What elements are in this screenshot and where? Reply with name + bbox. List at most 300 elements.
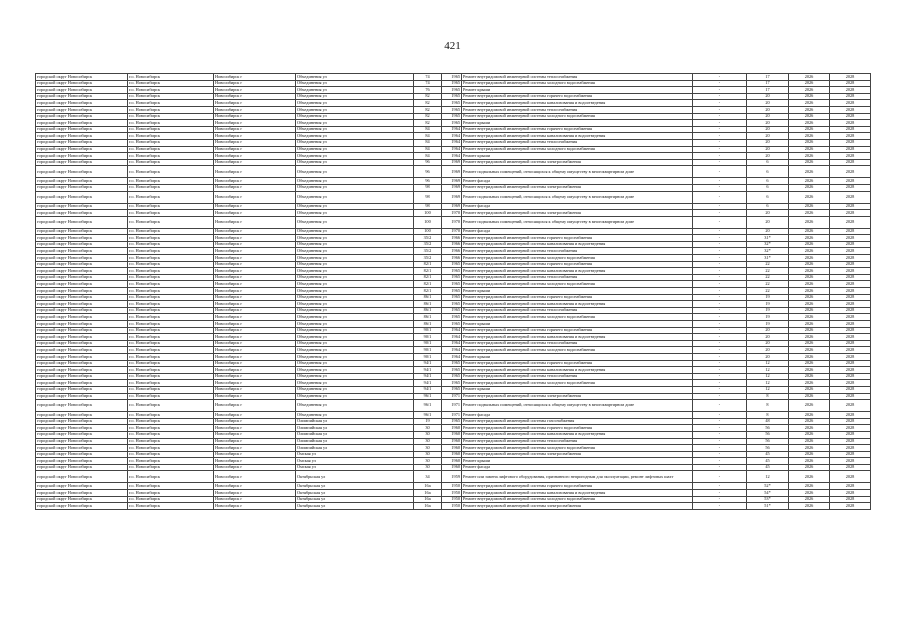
work-type-cell: Ремонт внутридомовой инженерной системы теплоснабжения (462, 307, 693, 314)
table-row (36, 87, 871, 94)
dash-cell: - (693, 496, 747, 503)
district-cell: городской округ Новосибирск (36, 100, 128, 107)
quantity-cell: 19 (747, 301, 789, 308)
work-type-cell: Ремонт внутридомовой инженерной системы холодного водоснабжения (462, 146, 693, 153)
year-end-cell: 2028 (830, 248, 871, 255)
city-cell: Новосибирск г (214, 327, 296, 334)
city-cell: Новосибирск г (214, 120, 296, 127)
quantity-cell: 20 (747, 126, 789, 133)
build-year-cell: 1964 (442, 334, 462, 341)
house-number-cell: 98 (414, 203, 442, 210)
work-type-cell: Ремонт внутридомовой инженерной системы канализования и водоотведения (462, 334, 693, 341)
year-start-cell: 2026 (789, 386, 830, 393)
build-year-cell: 1965 (442, 301, 462, 308)
year-end-cell: 2028 (830, 74, 871, 81)
dash-cell: - (693, 166, 747, 178)
dash-cell: - (693, 191, 747, 203)
year-start-cell: 2026 (789, 445, 830, 452)
table-row (36, 307, 871, 314)
street-cell: Объединения ул (296, 307, 414, 314)
street-cell: Объединения ул (296, 367, 414, 374)
district-cell: городской округ Новосибирск (36, 490, 128, 497)
street-cell: Объединения ул (296, 380, 414, 387)
municipality-cell: г.о. Новосибирск (128, 483, 214, 490)
year-end-cell: 2028 (830, 418, 871, 425)
municipality-cell: г.о. Новосибирск (128, 412, 214, 419)
street-cell: Объединения ул (296, 235, 414, 242)
district-cell: городской округ Новосибирск (36, 87, 128, 94)
year-end-cell: 2028 (830, 241, 871, 248)
year-start-cell: 2026 (789, 191, 830, 203)
house-number-cell: 82 (414, 113, 442, 120)
house-number-cell: 35/2 (414, 248, 442, 255)
quantity-cell: 17 (747, 87, 789, 94)
year-end-cell: 2028 (830, 321, 871, 328)
year-start-cell: 2026 (789, 431, 830, 438)
year-start-cell: 2026 (789, 327, 830, 334)
year-end-cell: 2028 (830, 503, 871, 510)
street-cell: Объединения ул (296, 228, 414, 235)
house-number-cell: 94/1 (414, 380, 442, 387)
year-end-cell: 2028 (830, 360, 871, 367)
build-year-cell: 1964 (442, 139, 462, 146)
build-year-cell: 1960 (442, 464, 462, 471)
build-year-cell: 1964 (442, 327, 462, 334)
work-type-cell: Ремонт крыши (462, 288, 693, 295)
street-cell: Объединения ул (296, 93, 414, 100)
build-year-cell: 1965 (442, 294, 462, 301)
municipality-cell: г.о. Новосибирск (128, 400, 214, 412)
dash-cell: - (693, 113, 747, 120)
city-cell: Новосибирск г (214, 412, 296, 419)
municipality-cell: г.о. Новосибирск (128, 367, 214, 374)
build-year-cell: 1966 (442, 241, 462, 248)
district-cell: городской округ Новосибирск (36, 334, 128, 341)
street-cell: Объединения ул (296, 113, 414, 120)
year-start-cell: 2026 (789, 451, 830, 458)
district-cell: городской округ Новосибирск (36, 464, 128, 471)
table-row (36, 294, 871, 301)
city-cell: Новосибирск г (214, 360, 296, 367)
house-number-cell: 94/1 (414, 386, 442, 393)
year-end-cell: 2028 (830, 464, 871, 471)
district-cell: городской округ Новосибирск (36, 301, 128, 308)
table-body (36, 74, 871, 510)
year-start-cell: 2026 (789, 490, 830, 497)
city-cell: Новосибирск г (214, 139, 296, 146)
city-cell: Новосибирск г (214, 425, 296, 432)
street-cell: Октябрьская ул (296, 503, 414, 510)
city-cell: Новосибирск г (214, 373, 296, 380)
build-year-cell: 1964 (442, 153, 462, 160)
table-row (36, 373, 871, 380)
street-cell: Октябрьская ул (296, 490, 414, 497)
work-type-cell: Ремонт внутридомовой инженерной системы теплоснабжения (462, 106, 693, 113)
street-cell: Объединения ул (296, 120, 414, 127)
district-cell: городской округ Новосибирск (36, 353, 128, 360)
district-cell: городской округ Новосибирск (36, 113, 128, 120)
street-cell: Объединения ул (296, 261, 414, 268)
work-type-cell: Ремонт внутридомовой инженерной системы электроснабжения (462, 503, 693, 510)
city-cell: Новосибирск г (214, 74, 296, 81)
year-end-cell: 2028 (830, 438, 871, 445)
house-number-cell: 82/1 (414, 288, 442, 295)
build-year-cell: 1960 (442, 438, 462, 445)
table-row (36, 281, 871, 288)
municipality-cell: г.о. Новосибирск (128, 159, 214, 166)
district-cell: городской округ Новосибирск (36, 159, 128, 166)
street-cell: Объединения ул (296, 146, 414, 153)
table-row (36, 321, 871, 328)
district-cell: городской округ Новосибирск (36, 307, 128, 314)
year-end-cell: 2028 (830, 393, 871, 400)
build-year-cell: 1965 (442, 307, 462, 314)
house-number-cell: 16а (414, 483, 442, 490)
municipality-cell: г.о. Новосибирск (128, 139, 214, 146)
municipality-cell: г.о. Новосибирск (128, 216, 214, 228)
work-type-cell: Ремонт внутридомовой инженерной системы холодного водоснабжения (462, 380, 693, 387)
build-year-cell: 1965 (442, 106, 462, 113)
work-type-cell: Ремонт внутридомовой инженерной системы горячего водоснабжения (462, 327, 693, 334)
year-start-cell: 2026 (789, 120, 830, 127)
dash-cell: - (693, 146, 747, 153)
build-year-cell: 1965 (442, 314, 462, 321)
year-start-cell: 2026 (789, 100, 830, 107)
district-cell: городской округ Новосибирск (36, 166, 128, 178)
quantity-cell: 20 (747, 340, 789, 347)
year-end-cell: 2028 (830, 294, 871, 301)
dash-cell: - (693, 184, 747, 191)
year-end-cell: 2028 (830, 261, 871, 268)
year-end-cell: 2028 (830, 281, 871, 288)
year-start-cell: 2026 (789, 288, 830, 295)
work-type-cell: Ремонт внутридомовой инженерной системы горячего водоснабжения (462, 360, 693, 367)
table-row (36, 184, 871, 191)
street-cell: Октябрьская ул (296, 496, 414, 503)
dash-cell: - (693, 261, 747, 268)
street-cell: Объединения ул (296, 139, 414, 146)
year-start-cell: 2026 (789, 340, 830, 347)
district-cell: городской округ Новосибирск (36, 347, 128, 354)
municipality-cell: г.о. Новосибирск (128, 126, 214, 133)
district-cell: городской округ Новосибирск (36, 274, 128, 281)
year-start-cell: 2026 (789, 216, 830, 228)
street-cell: Объединения ул (296, 386, 414, 393)
quantity-cell: 20 (747, 120, 789, 127)
build-year-cell: 1965 (442, 380, 462, 387)
work-type-cell: Ремонт фасада (462, 228, 693, 235)
street-cell: Объединения ул (296, 327, 414, 334)
house-number-cell: 19 (414, 418, 442, 425)
quantity-cell: 45 (747, 458, 789, 465)
city-cell: Новосибирск г (214, 431, 296, 438)
year-end-cell: 2028 (830, 178, 871, 185)
build-year-cell: 1969 (442, 191, 462, 203)
build-year-cell: 1965 (442, 274, 462, 281)
quantity-cell: 12 (747, 373, 789, 380)
table-row (36, 74, 871, 81)
district-cell: городской округ Новосибирск (36, 340, 128, 347)
city-cell: Новосибирск г (214, 380, 296, 387)
municipality-cell: г.о. Новосибирск (128, 451, 214, 458)
build-year-cell: 1950 (442, 483, 462, 490)
district-cell: городской округ Новосибирск (36, 216, 128, 228)
table-row (36, 334, 871, 341)
year-start-cell: 2026 (789, 393, 830, 400)
street-cell: Олимпийская ул (296, 445, 414, 452)
table-row (36, 203, 871, 210)
municipality-cell: г.о. Новосибирск (128, 241, 214, 248)
municipality-cell: г.о. Новосибирск (128, 380, 214, 387)
municipality-cell: г.о. Новосибирск (128, 464, 214, 471)
quantity-cell: 32* (747, 248, 789, 255)
house-number-cell: 34 (414, 471, 442, 483)
house-number-cell: 30 (414, 438, 442, 445)
quantity-cell: 17 (747, 80, 789, 87)
work-type-cell: Ремонт внутридомовой инженерной системы теплоснабжения (462, 438, 693, 445)
municipality-cell: г.о. Новосибирск (128, 353, 214, 360)
street-cell: Объединения ул (296, 87, 414, 94)
municipality-cell: г.о. Новосибирск (128, 327, 214, 334)
work-type-cell: Ремонт внутридомовой инженерной системы теплоснабжения (462, 340, 693, 347)
city-cell: Новосибирск г (214, 191, 296, 203)
municipality-cell: г.о. Новосибирск (128, 106, 214, 113)
build-year-cell: 1965 (442, 87, 462, 94)
district-cell: городской округ Новосибирск (36, 203, 128, 210)
year-start-cell: 2026 (789, 321, 830, 328)
city-cell: Новосибирск г (214, 353, 296, 360)
year-start-cell: 2026 (789, 184, 830, 191)
city-cell: Новосибирск г (214, 216, 296, 228)
quantity-cell: 20 (747, 153, 789, 160)
build-year-cell: 1964 (442, 340, 462, 347)
city-cell: Новосибирск г (214, 100, 296, 107)
table-row (36, 418, 871, 425)
street-cell: Объединения ул (296, 241, 414, 248)
quantity-cell: 56 (747, 445, 789, 452)
work-type-cell: Ремонт крыши (462, 353, 693, 360)
year-start-cell: 2026 (789, 146, 830, 153)
municipality-cell: г.о. Новосибирск (128, 255, 214, 262)
table-row (36, 126, 871, 133)
build-year-cell: 1965 (442, 120, 462, 127)
street-cell: Объединения ул (296, 166, 414, 178)
dash-cell: - (693, 228, 747, 235)
city-cell: Новосибирск г (214, 367, 296, 374)
year-start-cell: 2026 (789, 133, 830, 140)
build-year-cell: 1950 (442, 490, 462, 497)
work-type-cell: Ремонт внутридомовой инженерной системы теплоснабжения (462, 373, 693, 380)
work-type-cell: Ремонт внутридомовой инженерной системы канализования и водоотведения (462, 268, 693, 275)
dash-cell: - (693, 294, 747, 301)
house-number-cell: 96/1 (414, 393, 442, 400)
municipality-cell: г.о. Новосибирск (128, 146, 214, 153)
build-year-cell: 1964 (442, 126, 462, 133)
table-row (36, 445, 871, 452)
year-start-cell: 2026 (789, 159, 830, 166)
build-year-cell: 1965 (442, 373, 462, 380)
year-end-cell: 2028 (830, 400, 871, 412)
table-row (36, 191, 871, 203)
municipality-cell: г.о. Новосибирск (128, 425, 214, 432)
year-end-cell: 2028 (830, 191, 871, 203)
dash-cell: - (693, 400, 747, 412)
house-number-cell: 90/1 (414, 340, 442, 347)
municipality-cell: г.о. Новосибирск (128, 496, 214, 503)
year-end-cell: 2028 (830, 228, 871, 235)
municipality-cell: г.о. Новосибирск (128, 178, 214, 185)
city-cell: Новосибирск г (214, 386, 296, 393)
district-cell: городской округ Новосибирск (36, 153, 128, 160)
year-end-cell: 2028 (830, 133, 871, 140)
house-number-cell: 84 (414, 139, 442, 146)
table-row (36, 133, 871, 140)
year-end-cell: 2028 (830, 184, 871, 191)
quantity-cell: 20 (747, 146, 789, 153)
house-number-cell: 94/1 (414, 360, 442, 367)
year-end-cell: 2028 (830, 490, 871, 497)
street-cell: Объединения ул (296, 184, 414, 191)
quantity-cell: 31* (747, 235, 789, 242)
year-start-cell: 2026 (789, 471, 830, 483)
street-cell: Объединения ул (296, 347, 414, 354)
year-start-cell: 2026 (789, 80, 830, 87)
year-end-cell: 2028 (830, 274, 871, 281)
quantity-cell: 20 (747, 106, 789, 113)
city-cell: Новосибирск г (214, 483, 296, 490)
table-row (36, 106, 871, 113)
district-cell: городской округ Новосибирск (36, 386, 128, 393)
quantity-cell: 6 (747, 184, 789, 191)
table-row (36, 471, 871, 483)
dash-cell: - (693, 360, 747, 367)
dash-cell: - (693, 386, 747, 393)
year-start-cell: 2026 (789, 367, 830, 374)
work-type-cell: Ремонт внутридомовой инженерной системы электроснабжения (462, 393, 693, 400)
house-number-cell: 86/1 (414, 301, 442, 308)
district-cell: городской округ Новосибирск (36, 431, 128, 438)
municipality-cell: г.о. Новосибирск (128, 373, 214, 380)
year-end-cell: 2028 (830, 307, 871, 314)
year-start-cell: 2026 (789, 425, 830, 432)
street-cell: Объединения ул (296, 191, 414, 203)
year-end-cell: 2028 (830, 87, 871, 94)
quantity-cell: 19 (747, 314, 789, 321)
city-cell: Новосибирск г (214, 438, 296, 445)
year-start-cell: 2026 (789, 178, 830, 185)
quantity-cell: 22 (747, 274, 789, 281)
city-cell: Новосибирск г (214, 178, 296, 185)
city-cell: Новосибирск г (214, 146, 296, 153)
city-cell: Новосибирск г (214, 294, 296, 301)
street-cell: Объединения ул (296, 393, 414, 400)
quantity-cell: 22 (747, 268, 789, 275)
district-cell: городской округ Новосибирск (36, 471, 128, 483)
year-start-cell: 2026 (789, 483, 830, 490)
house-number-cell: 35/2 (414, 235, 442, 242)
table-row (36, 458, 871, 465)
quantity-cell: 8 (747, 400, 789, 412)
house-number-cell: 30 (414, 431, 442, 438)
table-row (36, 347, 871, 354)
build-year-cell: 1970 (442, 228, 462, 235)
year-start-cell: 2026 (789, 93, 830, 100)
build-year-cell: 1965 (442, 80, 462, 87)
year-end-cell: 2028 (830, 288, 871, 295)
table-row (36, 93, 871, 100)
quantity-cell: 20 (747, 327, 789, 334)
work-type-cell: Ремонт фасада (462, 178, 693, 185)
year-start-cell: 2026 (789, 126, 830, 133)
work-type-cell: Ремонт внутридомовой инженерной системы электроснабжения (462, 210, 693, 217)
year-start-cell: 2026 (789, 87, 830, 94)
build-year-cell: 1969 (442, 166, 462, 178)
dash-cell: - (693, 340, 747, 347)
house-number-cell: 94/1 (414, 367, 442, 374)
district-cell: городской округ Новосибирск (36, 367, 128, 374)
quantity-cell: 22 (747, 281, 789, 288)
district-cell: городской округ Новосибирск (36, 184, 128, 191)
city-cell: Новосибирск г (214, 281, 296, 288)
build-year-cell: 1970 (442, 216, 462, 228)
quantity-cell: 20 (747, 113, 789, 120)
table-row (36, 228, 871, 235)
street-cell: Объединения ул (296, 412, 414, 419)
year-end-cell: 2028 (830, 146, 871, 153)
build-year-cell: 1960 (442, 445, 462, 452)
table-row (36, 496, 871, 503)
quantity-cell: 45 (747, 464, 789, 471)
street-cell: Объединения ул (296, 153, 414, 160)
city-cell: Новосибирск г (214, 496, 296, 503)
dash-cell: - (693, 248, 747, 255)
house-number-cell: 86/1 (414, 294, 442, 301)
year-end-cell: 2028 (830, 80, 871, 87)
work-type-cell: Ремонт внутридомовой инженерной системы газоснабжения (462, 418, 693, 425)
build-year-cell: 1970 (442, 210, 462, 217)
quantity-cell: 56 (747, 425, 789, 432)
dash-cell: - (693, 438, 747, 445)
municipality-cell: г.о. Новосибирск (128, 503, 214, 510)
year-start-cell: 2026 (789, 458, 830, 465)
quantity-cell: 20 (747, 210, 789, 217)
city-cell: Новосибирск г (214, 274, 296, 281)
quantity-cell: 17 (747, 74, 789, 81)
house-number-cell: 84 (414, 153, 442, 160)
dash-cell: - (693, 139, 747, 146)
city-cell: Новосибирск г (214, 210, 296, 217)
municipality-cell: г.о. Новосибирск (128, 87, 214, 94)
year-start-cell: 2026 (789, 166, 830, 178)
street-cell: Объединения ул (296, 203, 414, 210)
year-end-cell: 2028 (830, 166, 871, 178)
year-start-cell: 2026 (789, 274, 830, 281)
district-cell: городской округ Новосибирск (36, 80, 128, 87)
dash-cell: - (693, 451, 747, 458)
municipality-cell: г.о. Новосибирск (128, 418, 214, 425)
table-row (36, 153, 871, 160)
street-cell: Олимпийская ул (296, 431, 414, 438)
district-cell: городской округ Новосибирск (36, 503, 128, 510)
table-row (36, 451, 871, 458)
table-row (36, 367, 871, 374)
street-cell: Объединения ул (296, 210, 414, 217)
dash-cell: - (693, 425, 747, 432)
house-number-cell: 30 (414, 425, 442, 432)
district-cell: городской округ Новосибирск (36, 483, 128, 490)
dash-cell: - (693, 393, 747, 400)
build-year-cell: 1950 (442, 496, 462, 503)
